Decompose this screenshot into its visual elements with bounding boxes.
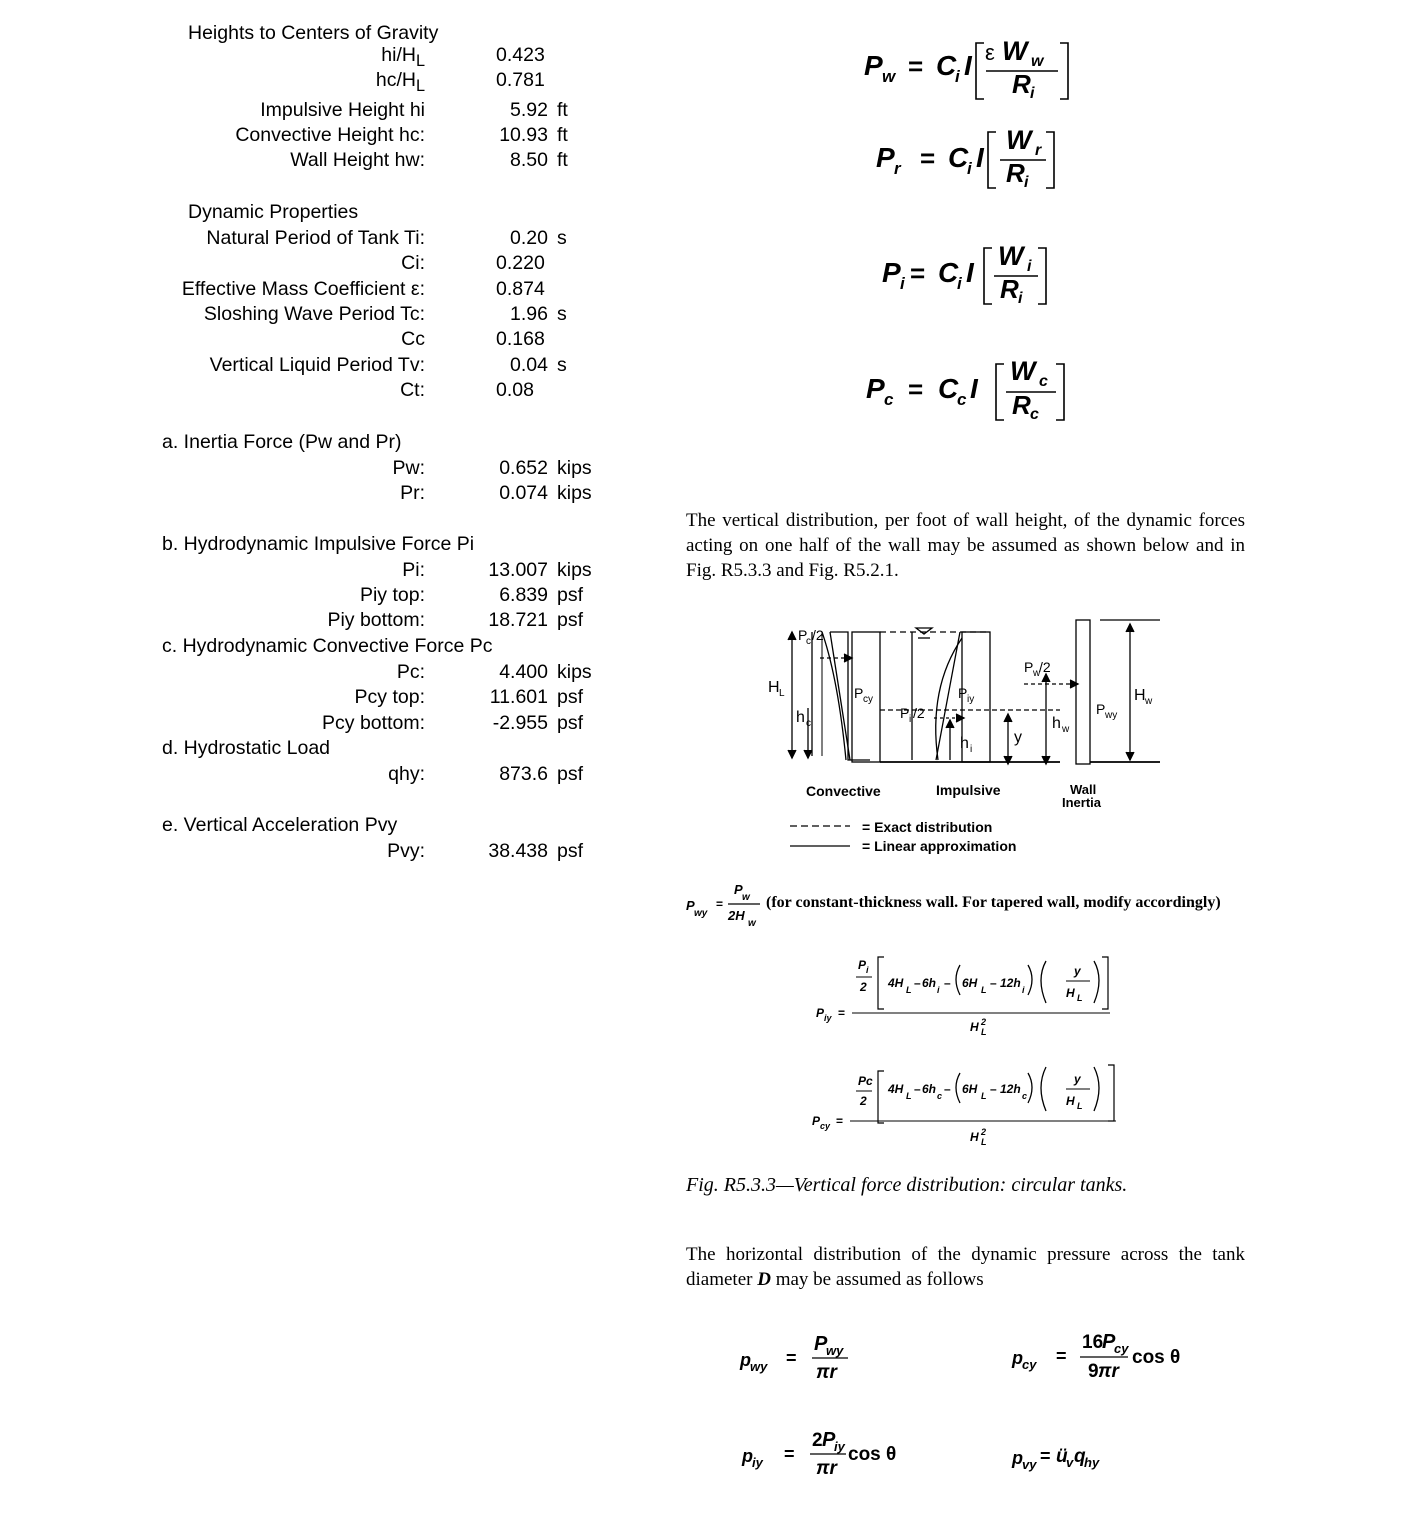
row-label: Piy bottom: xyxy=(327,609,425,631)
row-label: Pc: xyxy=(396,661,425,683)
svg-text:4H: 4H xyxy=(888,976,904,990)
svg-text:p: p xyxy=(740,1350,751,1370)
row-label: Pw: xyxy=(392,457,425,479)
svg-text:P: P xyxy=(958,685,968,701)
svg-text:c: c xyxy=(937,1091,943,1101)
row-value: 18.721 xyxy=(488,609,548,631)
svg-text:W: W xyxy=(998,241,1024,271)
svg-text:R: R xyxy=(1000,274,1019,304)
svg-text:H: H xyxy=(768,679,780,696)
row-value: 6.839 xyxy=(499,584,548,606)
row-unit: kips xyxy=(557,661,592,683)
svg-text:W: W xyxy=(1006,125,1032,155)
svg-text:hy: hy xyxy=(1084,1455,1100,1470)
svg-text:w: w xyxy=(1062,724,1070,735)
svg-text:i: i xyxy=(1030,85,1035,102)
row-unit: psf xyxy=(557,840,584,862)
svg-text:c: c xyxy=(1022,1091,1028,1101)
row-value: 0.423 xyxy=(496,44,545,66)
tank-diameter-symbol: D xyxy=(757,1269,771,1290)
svg-text:P: P xyxy=(882,257,901,288)
svg-text:c: c xyxy=(806,636,811,647)
svg-text:P: P xyxy=(866,373,885,404)
svg-text:cy: cy xyxy=(863,694,873,705)
svg-text:L: L xyxy=(779,688,785,699)
svg-text:iy: iy xyxy=(824,1013,832,1023)
svg-text:P: P xyxy=(1024,659,1034,675)
row-value: 38.438 xyxy=(488,840,548,862)
row-label: Pi: xyxy=(402,559,425,581)
svg-text:iy: iy xyxy=(967,694,975,705)
row-value: 0.08 xyxy=(496,379,534,401)
svg-text:=: = xyxy=(784,1444,795,1464)
svg-text:cy: cy xyxy=(1022,1357,1037,1372)
svg-text:2: 2 xyxy=(860,1094,867,1108)
svg-text:i: i xyxy=(900,274,905,293)
svg-text:ü: ü xyxy=(1056,1446,1068,1467)
svg-text:y: y xyxy=(1074,1072,1081,1086)
row-label: $hi/H_L$ xyxy=(381,44,425,70)
svg-text:w: w xyxy=(1145,696,1153,707)
section-title: d. Hydrostatic Load xyxy=(162,737,331,759)
svg-text:–: – xyxy=(914,976,921,990)
row-unit: psf xyxy=(557,584,584,606)
row-label: qhy: xyxy=(388,763,425,785)
row-unit: kips xyxy=(557,457,592,479)
svg-text:H: H xyxy=(1066,986,1075,1000)
svg-text:i: i xyxy=(1027,258,1032,275)
row-label: Impulsive Height hi xyxy=(260,99,425,121)
svg-text:2: 2 xyxy=(812,1430,823,1451)
svg-text:W: W xyxy=(1010,356,1036,386)
svg-text:iy: iy xyxy=(834,1439,845,1454)
row-value: 0.220 xyxy=(496,252,545,274)
svg-text:/2: /2 xyxy=(1039,659,1051,675)
svg-text:/2: /2 xyxy=(812,627,824,643)
row-label: Pr: xyxy=(400,482,425,504)
svg-text:i: i xyxy=(957,274,962,293)
svg-text:vy: vy xyxy=(1022,1457,1037,1472)
svg-text:–: – xyxy=(944,976,951,990)
svg-text:w: w xyxy=(1033,668,1041,679)
para2-text-a: The horizontal distribution of the dynamic pressure across the tank diameter xyxy=(686,1244,1245,1290)
svg-text:c: c xyxy=(1039,373,1048,390)
piy-pcy-formulas xyxy=(810,955,1130,1155)
svg-text:R: R xyxy=(1012,390,1031,420)
row-unit: ft xyxy=(557,99,568,121)
svg-text:πr: πr xyxy=(816,1458,837,1479)
svg-text:i: i xyxy=(866,965,869,975)
svg-text:L: L xyxy=(906,985,912,995)
legend-exact: = Exact distribution xyxy=(862,819,993,835)
svg-text:2: 2 xyxy=(981,1017,987,1027)
svg-text:P: P xyxy=(854,685,864,701)
label-inertia: Inertia xyxy=(1062,795,1102,810)
svg-text:=: = xyxy=(838,1006,846,1020)
svg-text:R: R xyxy=(1012,69,1031,99)
svg-text:H: H xyxy=(1066,1094,1075,1108)
svg-text:H: H xyxy=(1134,687,1146,704)
svg-text:c: c xyxy=(884,390,894,409)
svg-text:w: w xyxy=(742,892,750,903)
svg-text:–: – xyxy=(914,1082,921,1096)
equations-top xyxy=(860,30,1090,440)
svg-text:y: y xyxy=(1074,964,1081,978)
row-value: -2.955 xyxy=(492,712,548,734)
svg-text:/2: /2 xyxy=(913,705,925,721)
svg-text:i: i xyxy=(937,985,940,995)
svg-text:4H: 4H xyxy=(888,1082,904,1096)
svg-text:I: I xyxy=(966,257,974,288)
svg-text:P: P xyxy=(1096,701,1106,717)
svg-text:cos θ: cos θ xyxy=(1132,1347,1181,1368)
svg-text:H: H xyxy=(970,1130,979,1144)
row-value: 0.04 xyxy=(510,354,548,376)
svg-text:=: = xyxy=(786,1348,797,1368)
svg-text:P: P xyxy=(798,627,808,643)
row-label: Vertical Liquid Period Tv: xyxy=(209,354,425,376)
svg-text:c: c xyxy=(957,390,967,409)
svg-text:=: = xyxy=(908,374,924,404)
svg-text:2H: 2H xyxy=(728,908,745,923)
svg-text:=: = xyxy=(716,897,724,911)
svg-text:P: P xyxy=(816,1006,825,1020)
svg-text:ε: ε xyxy=(985,40,995,65)
svg-text:H: H xyxy=(970,1020,979,1034)
section-title: b. Hydrodynamic Impulsive Force Pi xyxy=(162,533,475,555)
row-label: Wall Height hw: xyxy=(290,149,425,171)
svg-text:y: y xyxy=(1014,729,1022,746)
svg-text:=: = xyxy=(910,258,926,288)
svg-text:i: i xyxy=(909,714,912,725)
row-value: 4.400 xyxy=(499,661,548,683)
row-unit: ft xyxy=(557,124,568,146)
section-title: a. Inertia Force (Pw and Pr) xyxy=(162,431,402,453)
svg-text:p: p xyxy=(1012,1448,1023,1468)
row-value: 0.781 xyxy=(496,69,545,91)
row-label: Cc xyxy=(401,328,425,350)
svg-text:wy: wy xyxy=(750,1359,768,1374)
svg-text:r: r xyxy=(894,159,901,178)
row-value: 13.007 xyxy=(488,559,548,581)
svg-text:P: P xyxy=(1102,1331,1116,1353)
svg-text:wy: wy xyxy=(1105,710,1118,721)
section-title: Dynamic Properties xyxy=(188,201,359,223)
row-value: 0.20 xyxy=(510,227,548,249)
svg-text:πr: πr xyxy=(1098,1361,1119,1382)
svg-text:c: c xyxy=(1030,406,1039,423)
svg-text:L: L xyxy=(1077,993,1083,1003)
svg-text:p: p xyxy=(1012,1348,1023,1368)
svg-text:i: i xyxy=(1018,290,1023,307)
row-unit: s xyxy=(557,227,567,249)
svg-text:r: r xyxy=(1035,142,1042,159)
section-title: e. Vertical Acceleration Pvy xyxy=(162,814,398,836)
svg-text:16: 16 xyxy=(1082,1332,1104,1353)
row-unit: psf xyxy=(557,686,584,708)
row-unit: psf xyxy=(557,763,584,785)
row-label: Convective Height hc: xyxy=(235,124,425,146)
svg-text:i: i xyxy=(1022,985,1025,995)
svg-text:L: L xyxy=(1077,1101,1083,1111)
svg-text:h: h xyxy=(796,709,805,726)
svg-text:–: – xyxy=(944,1082,951,1096)
svg-text:I: I xyxy=(976,142,984,173)
svg-text:6h: 6h xyxy=(922,976,937,990)
svg-text:L: L xyxy=(906,1091,912,1101)
svg-text:6h: 6h xyxy=(922,1082,937,1096)
svg-text:C: C xyxy=(938,257,959,288)
row-unit: kips xyxy=(557,559,592,581)
svg-text:P: P xyxy=(864,50,883,81)
row-label: $hc/H_L$ xyxy=(375,69,425,95)
svg-text:iy: iy xyxy=(752,1455,763,1470)
row-value: 0.074 xyxy=(499,482,548,504)
row-unit: psf xyxy=(557,712,584,734)
svg-text:=: = xyxy=(1056,1346,1067,1366)
svg-text:P: P xyxy=(858,958,867,972)
svg-text:πr: πr xyxy=(816,1362,837,1383)
svg-text:c: c xyxy=(806,718,811,729)
row-value: 1.96 xyxy=(510,303,548,325)
row-value: 10.93 xyxy=(499,124,548,146)
svg-text:i: i xyxy=(967,159,972,178)
svg-text:wy: wy xyxy=(826,1343,844,1358)
section-title: c. Hydrodynamic Convective Force Pc xyxy=(162,635,493,657)
svg-text:v: v xyxy=(1066,1455,1074,1470)
svg-text:P: P xyxy=(822,1429,836,1451)
row-value: 5.92 xyxy=(510,99,548,121)
para2-text-b: may be assumed as follows xyxy=(770,1269,984,1290)
svg-text:=: = xyxy=(1040,1446,1051,1466)
svg-text:P: P xyxy=(814,1333,828,1355)
svg-text:w: w xyxy=(1031,53,1044,70)
svg-text:P: P xyxy=(876,142,895,173)
legend-linear: = Linear approximation xyxy=(862,838,1017,854)
svg-text:6H: 6H xyxy=(962,976,978,990)
row-unit: s xyxy=(557,303,567,325)
svg-text:–: – xyxy=(990,976,997,990)
paragraph-horizontal-distribution xyxy=(686,1242,1245,1292)
svg-text:C: C xyxy=(948,142,969,173)
svg-text:C: C xyxy=(936,50,957,81)
svg-text:p: p xyxy=(742,1446,753,1466)
svg-text:i: i xyxy=(955,67,960,86)
paragraph-vertical-distribution: The vertical distribution, per foot of wall height, of the dynamic forces acting on one half of the wall may be assumed as shown below and in Fig. R5.3.3 and Fig. R5.2.1. xyxy=(686,510,1245,581)
horizontal-distribution-formulas xyxy=(736,1320,1216,1490)
pwy-formula xyxy=(684,880,768,936)
svg-text:C: C xyxy=(938,373,959,404)
svg-text:9: 9 xyxy=(1088,1361,1099,1382)
pwy-note: (for constant-thickness wall. For tapered wall, modify accordingly) xyxy=(766,894,1221,911)
row-unit: kips xyxy=(557,482,592,504)
row-label: Natural Period of Tank Ti: xyxy=(206,227,425,249)
svg-text:L: L xyxy=(981,985,987,995)
label-convective: Convective xyxy=(806,783,881,799)
svg-text:Pc: Pc xyxy=(858,1074,873,1088)
svg-text:cos θ: cos θ xyxy=(848,1444,897,1465)
row-value: 0.874 xyxy=(496,278,545,300)
svg-text:P: P xyxy=(900,705,910,721)
svg-text:=: = xyxy=(836,1114,844,1128)
row-label: Pcy bottom: xyxy=(322,712,425,734)
row-label: Ci: xyxy=(401,252,425,274)
figure-caption: Fig. R5.3.3—Vertical force distribution: circular tanks. xyxy=(686,1174,1128,1196)
row-label: Sloshing Wave Period Tc: xyxy=(203,303,425,325)
row-value: 11.601 xyxy=(489,686,548,708)
svg-text:=: = xyxy=(908,51,924,81)
svg-text:P: P xyxy=(812,1114,821,1128)
row-label: Effective Mass Coefficient ε: xyxy=(181,278,425,300)
svg-text:2: 2 xyxy=(860,980,867,994)
row-label: Ct: xyxy=(400,379,425,401)
svg-text:w: w xyxy=(882,67,896,86)
svg-text:cy: cy xyxy=(820,1121,831,1131)
svg-text:I: I xyxy=(964,50,972,81)
row-value: 0.168 xyxy=(496,328,545,350)
section-title: Heights to Centers of Gravity xyxy=(188,22,439,44)
svg-text:q: q xyxy=(1074,1446,1086,1467)
svg-text:6H: 6H xyxy=(962,1082,978,1096)
svg-text:i: i xyxy=(1024,174,1029,191)
svg-text:R: R xyxy=(1006,158,1025,188)
svg-text:wy: wy xyxy=(694,908,708,919)
label-impulsive: Impulsive xyxy=(936,782,1001,798)
svg-text:P: P xyxy=(734,882,743,897)
svg-text:h: h xyxy=(960,735,969,752)
svg-text:12h: 12h xyxy=(1000,976,1021,990)
svg-text:h: h xyxy=(1052,715,1061,732)
row-unit: psf xyxy=(557,609,584,631)
svg-text:–: – xyxy=(990,1082,997,1096)
row-value: 873.6 xyxy=(499,763,548,785)
svg-text:=: = xyxy=(920,143,936,173)
svg-text:L: L xyxy=(981,1091,987,1101)
svg-text:I: I xyxy=(970,373,978,404)
label-wall: Wall xyxy=(1070,782,1097,797)
row-label: Pcy top: xyxy=(354,686,425,708)
svg-text:L: L xyxy=(981,1027,987,1037)
row-unit: ft xyxy=(557,149,568,171)
row-label: Pvy: xyxy=(387,840,425,862)
svg-text:L: L xyxy=(981,1137,987,1147)
svg-text:12h: 12h xyxy=(1000,1082,1021,1096)
row-value: 0.652 xyxy=(499,457,548,479)
row-label: Piy top: xyxy=(359,584,425,606)
svg-text:P: P xyxy=(686,898,695,913)
svg-text:2: 2 xyxy=(981,1127,987,1137)
vertical-force-figure xyxy=(760,618,1160,858)
svg-text:w: w xyxy=(748,918,756,929)
row-unit: s xyxy=(557,354,567,376)
svg-text:W: W xyxy=(1002,36,1028,66)
svg-text:cy: cy xyxy=(1114,1341,1129,1356)
svg-text:i: i xyxy=(970,744,973,755)
row-value: 8.50 xyxy=(510,149,548,171)
